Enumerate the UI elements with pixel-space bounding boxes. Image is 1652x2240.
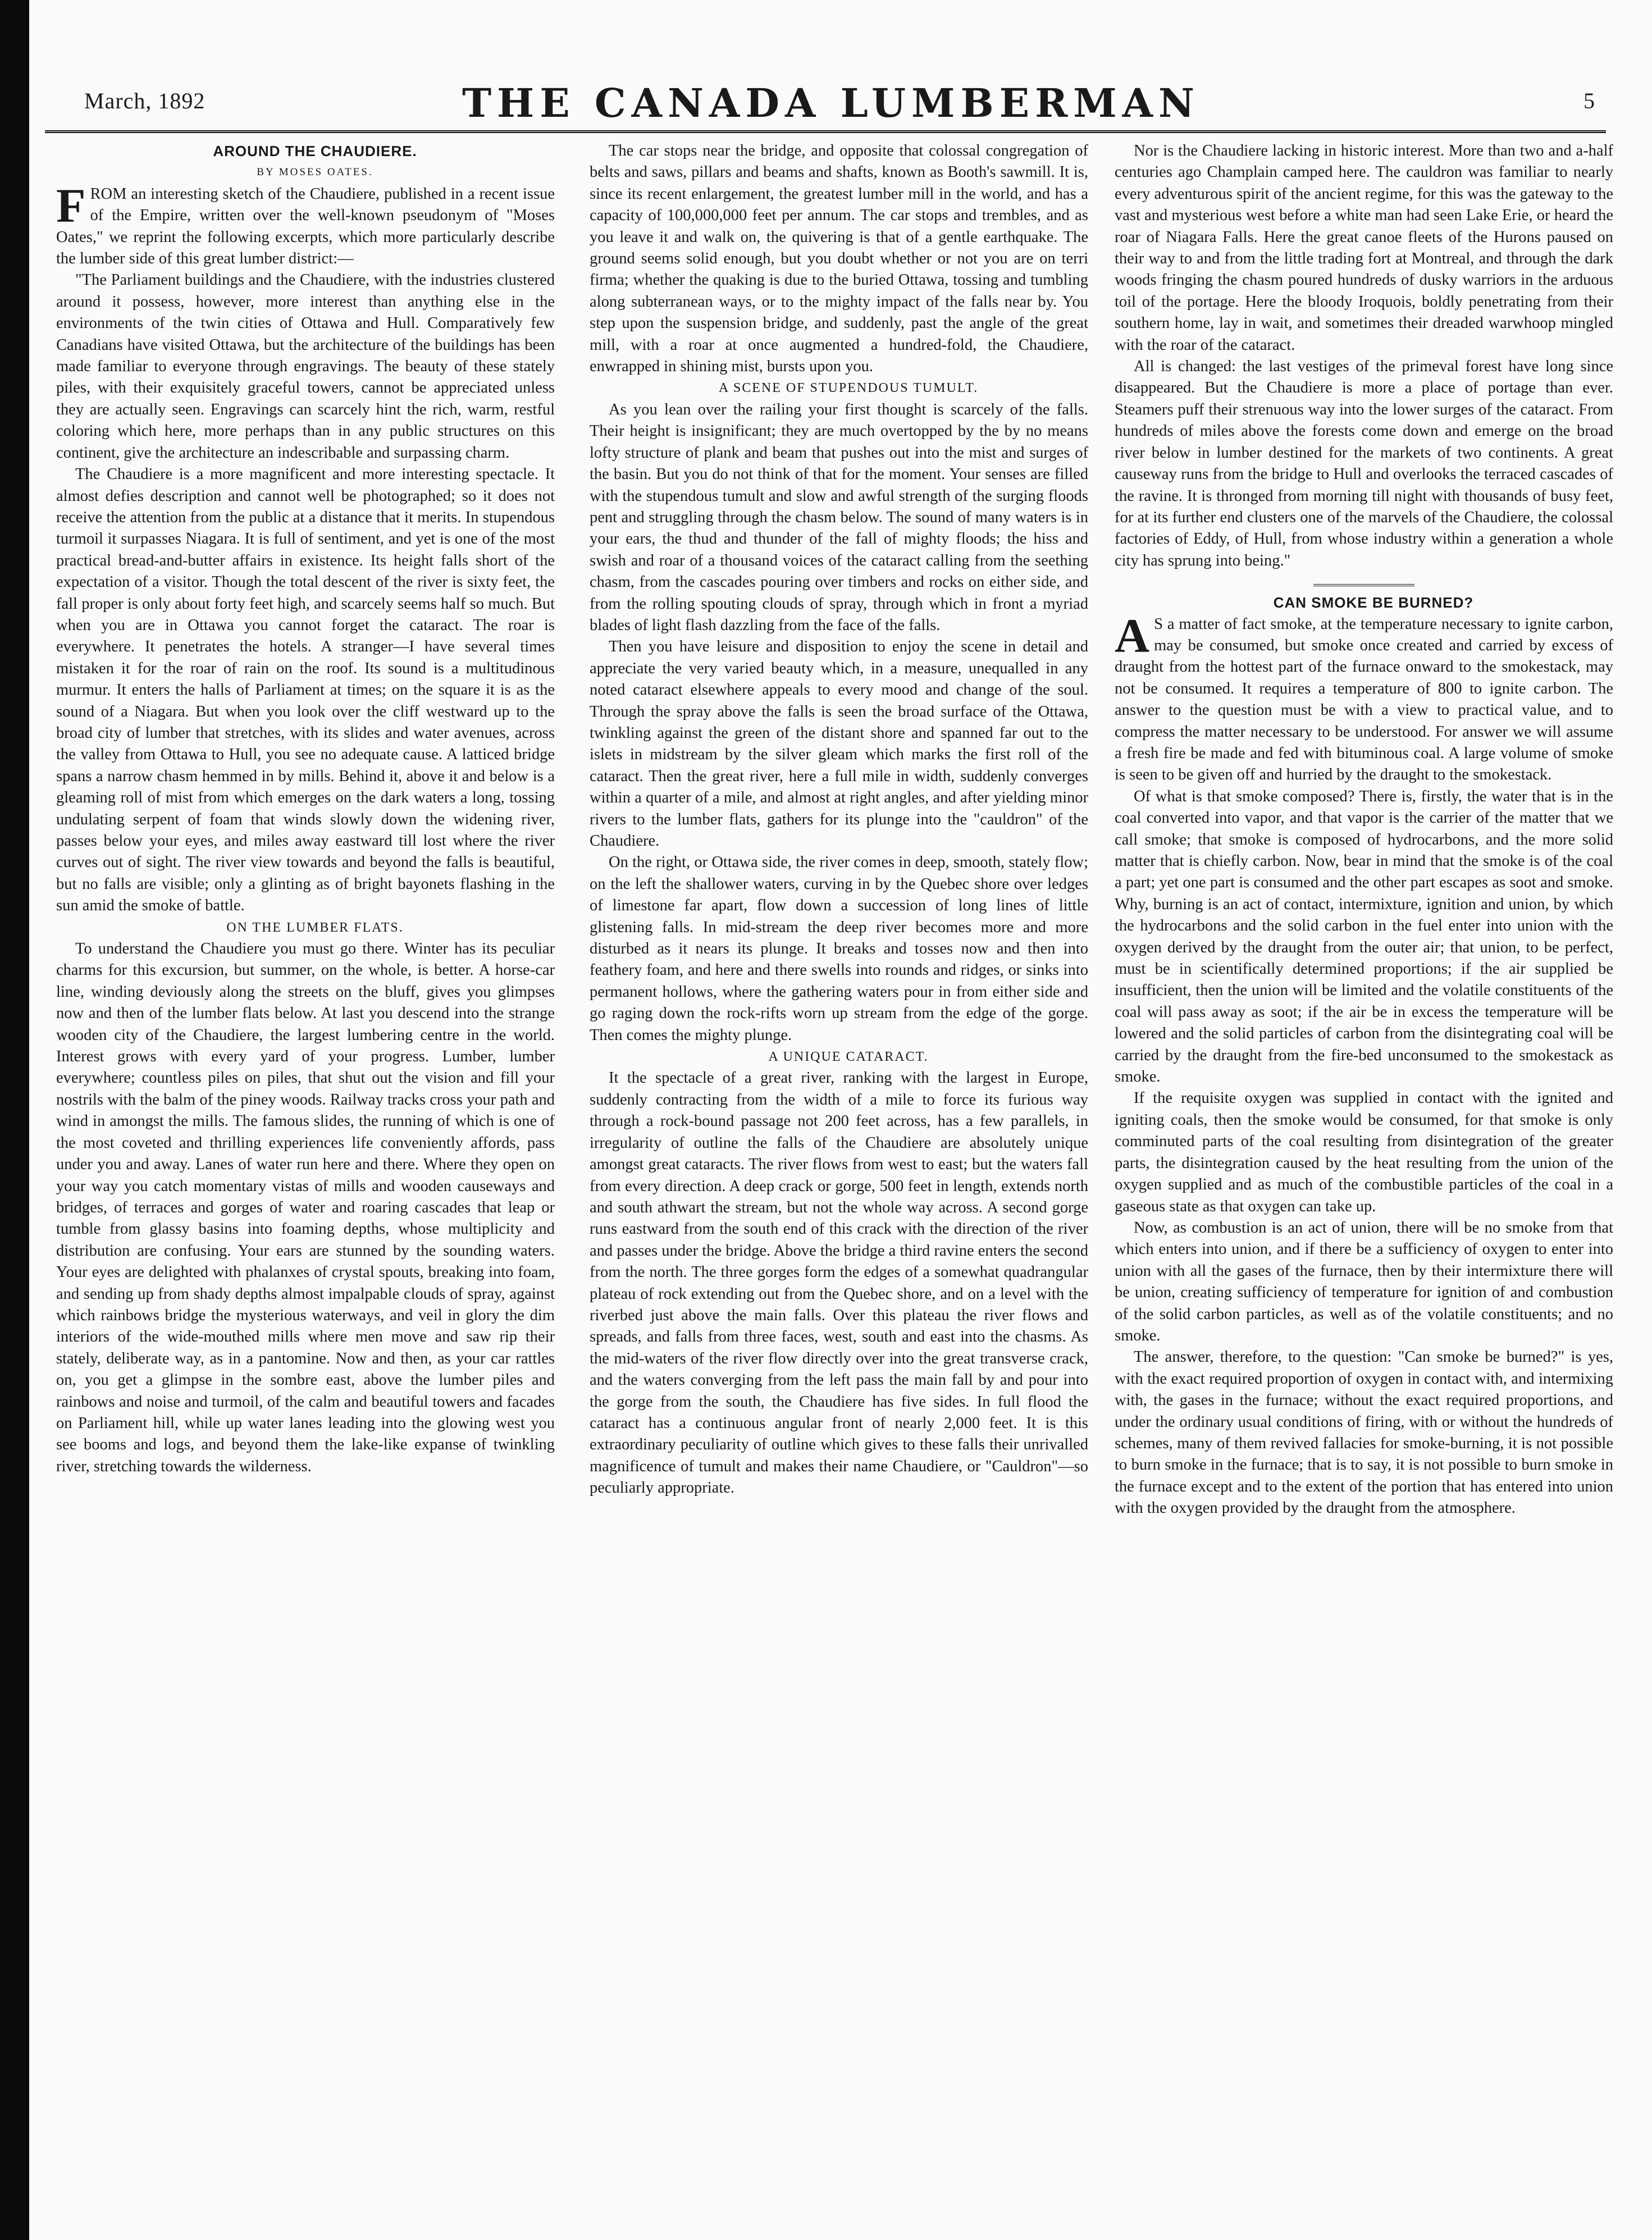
section-heading: ON THE LUMBER FLATS. [226, 920, 404, 935]
article-paragraph: All is changed: the last vestiges of the primeval forest have long since disappeared. But the Chaudiere is more a place of portage than ever. Steamers puff their strenuous way into the lower surges of the cataract. From hundreds of miles above the forests come down and emerge on the broad river below in lumber destined for the markets of two continents. A great causeway runs from the bridge to Hull and overlooks the terraced cascades of the ravine. It is thronged from morning till night with thousands of busy feet, for at its further end clusters one of the marvels of the Chaudiere, the colossal factories of Eddy, of Hull, from whose industry within a generation a whole city has sprung into being." [1115, 358, 1613, 569]
section-heading: A SCENE OF STUPENDOUS TUMULT. [718, 381, 979, 396]
page-number: 5 [1583, 88, 1595, 113]
article-paragraph: Now, as combustion is an act of union, there will be no smoke from that which enters into union, and if there be a sufficiency of oxygen to enter into union with all the gases of the furnace, then by their intermixture there will be union, creating sufficiency of temperature for ignition of and combustion of the solid carbon particles, as well as of the volatile constituents; and no smoke. [1115, 1219, 1613, 1344]
article-title: AROUND THE CHAUDIERE. [213, 143, 417, 159]
column-1 [56, 140, 555, 1477]
article-paragraph: If the requisite oxygen was supplied in contact with the ignited and igniting coals, then the smoke would be consumed, for that smoke is only comminuted parts of the coal resulting from disintegration of the greater parts, the disintegration caused by the heat resulting from the union of the oxygen supplied and as much of the combustible particles of the coal in a gaseous state as that oxygen can take up. [1115, 1089, 1613, 1215]
article-paragraph: A S a matter of fact smoke, at the temperature necessary to ignite carbon, may be consumed, but smoke once created and carried by excess of draught from the hottest part of the furnace onward to the smokestack, may not be consumed. It requires a temperature of 800 to ignite carbon. The answer to the question must be with a view to practical value, and to compress the matter necessary to be understood. For answer we will assume a fresh fire be made and fed with bituminous coal. A large volume of smoke is seen to be given off and hurried by the draught to the smokestack. [1115, 608, 1613, 784]
column-2 [590, 140, 1088, 1499]
article-paragraph: Nor is the Chaudiere lacking in historic interest. More than two and a-half centuries ago Champlain camped here. The cauldron was familiar to nearly every adventurous spirit of the ancient regime, for this was the gateway to the vast and mysterious west before a white man had seen Lake Erie, or heard the roar of Niagara Falls. Here the great canoe fleets of the Hurons paused on their way to and from the little trading fort at Montreal, and through the dark woods fringing the chasm poured hundreds of dusky warriors in the arduous toil of the portage. Here the bloody Iroquois, boldly penetrating from their southern home, lay in wait, and sometimes their dreaded warwhoop mingled with the roar of the cataract. [1115, 142, 1613, 354]
header-rule [45, 130, 1606, 133]
article-paragraph: The answer, therefore, to the question: "Can smoke be burned?" is yes, with the exact required proportion of oxygen in contact with, and intermixing with, the gases in the furnace; without the exact required proportions, and under the ordinary usual conditions of firing, with or without the hundreds of schemes, many of them revived fallacies for smoke-burning, it is not possible to burn smoke in the furnace; that is to say, it is not possible to burn smoke in the furnace except and to the extent of the portion that has entered into union with the oxygen provided by the draught from the atmosphere. [1115, 1348, 1613, 1517]
article-paragraph: The Chaudiere is a more magnificent and more interesting spectacle. It almost defies description and cannot well be photographed; so it does not receive the attention from the public at a distance that it merits. In stupendous turmoil it surpasses Niagara. It is full of sentiment, and yet is one of the most practical bread-and-butter affairs in existence. Its height falls short of the expectation of a visitor. Though the total descent of the river is sixty feet, the fall proper is only about forty feet high, and scarcely seems half so much. But when you are in Ottawa you cannot forget the cataract. The roar is everywhere. It penetrates the hotels. A stranger—I have several times mistaken it for the roar of rain on the roof. Its sound is a multitudinous murmur. It enters the halls of Parliament at times; on the square it is as the sound of a Niagara. But when you look over the cliff westward up to the broad city of lumber that stretches, with its slides and water avenues, across the valley from Ottawa to Hull, you see no adequate cause. A latticed bridge spans a narrow chasm hemmed in by mills. Behind it, above it and below is a gleaming roll of mist from which emerges on the dark waters a long, tossing undulating serpent of foam that winds slowly down the widening river, passes below your eyes, and miles away eastward till lost where the river curves out of sight. The river view towards and beyond the falls is beautiful, but no falls are visible; only a glinting as of bright bayonets flashing in the sun amid the smoke of battle. [56, 466, 555, 915]
column-3 [1115, 140, 1613, 1520]
drop-cap: A [1115, 608, 1150, 663]
article-paragraph: "The Parliament buildings and the Chaudiere, with the industries clustered around it possess, however, more interest than anything else in the environments of the twin cities of Ottawa and Hull. Comparatively few Canadians have visited Ottawa, but the architecture of the buildings has been made familiar to everyone through engravings. The beauty of these stately piles, with their exquisitely graceful towers, cannot be appreciated unless they are actually seen. Engravings can scarcely hint the rich, warm, restful coloring which here, more perhaps than in any public structures on this continent, give the architecture an indescribable and surpassing charm. [56, 271, 555, 462]
article-separator [1313, 584, 1414, 586]
article-title: CAN SMOKE BE BURNED? [1273, 594, 1474, 612]
article-paragraph: On the right, or Ottawa side, the river comes in deep, smooth, stately flow; on the left the shallower waters, curving in by the Quebec shore over ledges of limestone far apart, flow down a succession of long lines of little glistening falls. In mid-stream the deep river becomes more and more disturbed as it nears its plunge. It breaks and tosses now and then into feathery foam, and here and there swells into rounds and ridges, or sinks into permanent hollows, where the gathering waters pour in from either side and go raging down the rock-rifts worn up stream from the edge of the gorge. Then comes the mighty plunge. [590, 854, 1088, 1044]
article-paragraph: It the spectacle of a great river, ranking with the largest in Europe, suddenly contracting from the width of a mile to force its furious way through a rock-bound passage not 200 feet across, has a few parallels, in irregularity of outline the falls of the Chaudiere are absolutely unique amongst great cataracts. The river flows from west to east; but the waters fall from every direction. A deep crack or gorge, 500 feet in length, extends north and south athwart the stream, but not the whole way across. A second gorge runs eastward from the south end of this crack with the direction of the river and passes under the bridge. Above the bridge a third ravine enters the second from the north. The three gorges form the edges of a somewhat quadrangular plateau of rock extending out from the Quebec shore, and on a level with the riverbed just above the main falls. Over this plateau the river flows and spreads, and falls from three faces, west, south and east into the chasms. As the mid-waters of the river flow directly over into the great transverse crack, and the waters converging from the left pass the main fall by and pour into the gorge from the south, the Chaudiere has five sides. In full flood the cataract has a continuous angular front of nearly 2,000 feet. It is this extraordinary peculiarity of outline which gives to these falls their unrivalled magnificence of tumult and makes their name Chaudiere, or "Cauldron"—so peculiarly appropriate. [590, 1069, 1088, 1497]
article-paragraph: The car stops near the bridge, and opposite that colossal congregation of belts and saws, pillars and beams and shafts, known as Booth's sawmill. It is, since its recent enlargement, the greatest lumber mill in the world, and has a capacity of 100,000,000 feet per annum. The car stops and trembles, and as you leave it and walk on, the quivering is that of a gentle earthquake. The ground seems solid enough, but you doubt whether or not you are on terri firma; whether the quaking is due to the buried Ottawa, tossing and tumbling along subterranean ways, or to the mighty impact of the falls near by. You step upon the suspension bridge, and suddenly, past the angle of the great mill, with a roar at once augmented a hundred-fold, the Chaudiere, enwrapped in shining mist, bursts upon you. [590, 142, 1088, 376]
scan-binding-edge [0, 0, 29, 2240]
page-header [45, 80, 1617, 146]
article-paragraph: Of what is that smoke composed? There is, firstly, the water that is in the coal converted into vapor, and that vapor is the carrier of the matter that we call smoke; that smoke is composed of hydrocarbons, and the more solid matter that is chiefly carbon. Now, bear in mind that the smoke is of the coal a part; yet one part is consumed and the other part escapes as soot and smoke. Why, burning is an act of contact, intermixture, ignition and union, by which the hydrocarbons and the solid carbon in the fuel enter into union with the oxygen derived by the draught from the outer air; that union, to be perfect, must be in scientifically determined proportions; if the air supplied be insufficient, then the union will be limited and the volatile constituents of the coal will pass away as soot; if the air be in excess the temperature will be lowered and the solid particles of carbon from the disintegrating coal will be carried by the draught from the fire-bed unconsumed to the smokestack as smoke. [1115, 787, 1613, 1086]
article-paragraph: FROM an interesting sketch of the Chaudiere, published in a recent issue of the Empire, written over the well-known pseudonym of "Moses Oates," we reprint the following excerpts, which more particularly describe the lumber side of this great lumber district:— [56, 178, 555, 268]
issue-date: March, 1892 [84, 88, 206, 113]
article-byline: BY MOSES OATES. [257, 166, 373, 179]
article-paragraph: To understand the Chaudiere you must go there. Winter has its peculiar charms for this excursion, but summer, on the whole, is better. A horse-car line, winding deviously along the streets on the bluff, gives you glimpses now and then of the lumber flats below. At last you descend into the strange wooden city of the Chaudiere, the largest lumbering centre in the world. Interest grows with every yard of your progress. Lumber, lumber everywhere; countless piles on piles, that shut out the vision and fill your nostrils with the balm of the piney woods. Railway tracks cross your path and wind in amongst the mills. The famous slides, the running of which is one of the most coveted and thrilling experiences life conveniently affords, pass under you and away. Lanes of water run here and there. Where they open on your way you catch momentary vistas of mills and wooden causeways and bridges, of terraces and gorges of water and roaring cascades that leap or tumble from glassy basins into foaming depths, whose multiplicity and distribution are confusing. Your ears are stunned by the sounding waters. Your eyes are delighted with phalanxes of crystal spouts, breaking into foam, and sending up from shady depths almost impalpable clouds of spray, against which rainbows bridge the mysterious waterways, and veil in glory the dim interiors of the wide-mouthed mills where men move and saw rip their stately, deliberate way, as in a pantomine. Now and then, as your car rattles on, you get a glimpse in the sombre east, above the lumber piles and rainbows and noise and turmoil, of the calm and beautiful towers and facades on Parliament hill, while up water lanes leading into the glowing west you see booms and logs, and beyond them the lake-like expanse of twinkling river, stretching towards the wilderness. [56, 940, 555, 1475]
section-heading: A UNIQUE CATARACT. [768, 1050, 929, 1065]
article-paragraph: As you lean over the railing your first thought is scarcely of the falls. Their height is insignificant; they are much overtopped by the by no means lofty structure of plank and beam that pushes out into the mist and surges of the basin. But you do not think of that for the moment. Your senses are filled with the stupendous tumult and slow and awful strength of the surging floods pent and struggling through the chasm below. The sound of many waters is in your ears, the thud and thunder of the fall of mighty floods; the hiss and swish and roar of a thousand voices of the cataract calling from the seething chasm, from the cascades pouring over timbers and rocks on either side, and from the rolling spouting clouds of spray, through which in front a myriad blades of light flash dazzling from the face of the falls. [590, 400, 1088, 634]
drop-cap: F [56, 178, 86, 232]
article-paragraph: Then you have leisure and disposition to enjoy the scene in detail and appreciate the very varied beauty which, in a measure, unequalled in any noted cataract elsewhere appeals to every mood and change of the soul. Through the spray above the falls is seen the broad surface of the Ottawa, twinkling against the green of the distant shore and spanned far out to the islets in midstream by the silver gleam which marks the first roll of the cataract. Then the great river, here a full mile in width, suddenly converges within a quarter of a mile, and almost at right angles, and after yielding minor rivers to the lumber flats, gathers for its plunge into the "cauldron" of the Chaudiere. [590, 638, 1088, 850]
masthead: THE CANADA LUMBERMAN [462, 80, 1201, 126]
